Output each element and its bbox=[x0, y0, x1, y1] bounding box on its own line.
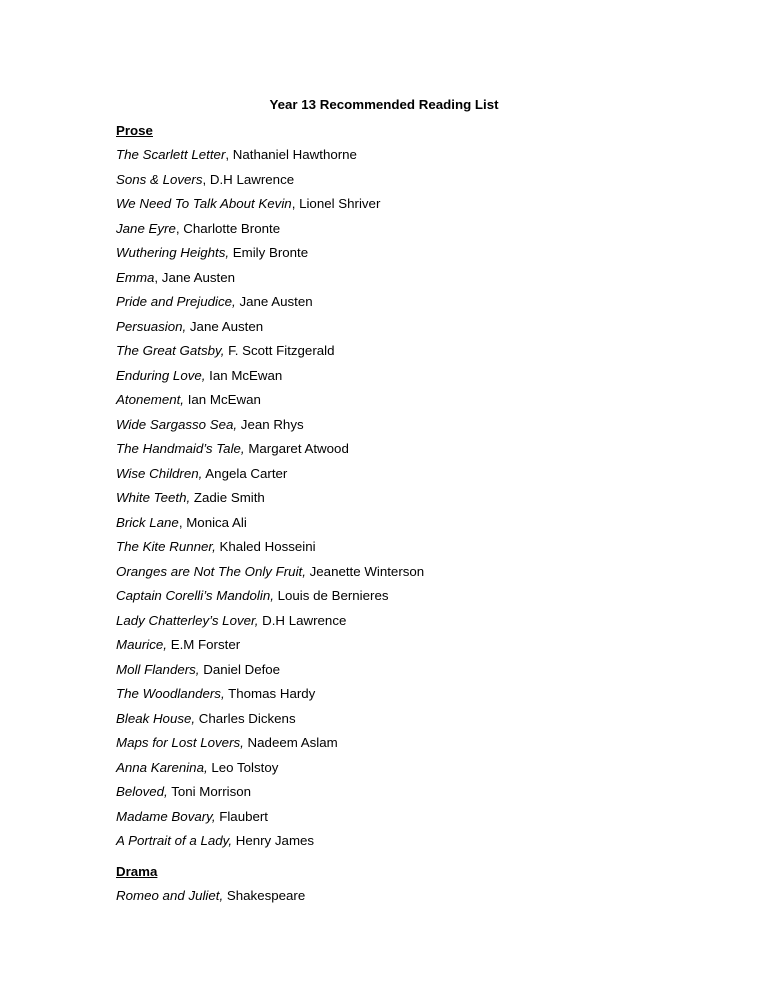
book-author: Jane Austen bbox=[186, 318, 264, 334]
book-author: Jean Rhys bbox=[237, 416, 304, 432]
drama-list bbox=[116, 887, 768, 912]
list-item bbox=[116, 514, 768, 539]
section-heading-prose: Prose bbox=[116, 123, 153, 138]
book-author: Khaled Hosseini bbox=[215, 539, 316, 554]
list-item bbox=[116, 367, 768, 392]
list-item bbox=[116, 710, 768, 735]
book-title: A Portrait of a Lady, bbox=[116, 833, 233, 848]
book-author: E.M Forster bbox=[167, 637, 241, 652]
book-title: Pride and Prejudice, bbox=[116, 294, 236, 309]
book-title: The Woodlanders, bbox=[116, 686, 225, 701]
book-author: Jeanette Winterson bbox=[305, 563, 425, 579]
document-title: Year 13 Recommended Reading List bbox=[269, 97, 499, 112]
book-author: Ian McEwan bbox=[205, 367, 283, 383]
book-author: Zadie Smith bbox=[190, 490, 265, 505]
book-author: Shakespeare bbox=[223, 887, 306, 903]
list-item bbox=[116, 832, 768, 857]
book-author: Henry James bbox=[232, 833, 315, 848]
book-title: Wuthering Heights, bbox=[116, 245, 230, 260]
list-item bbox=[116, 759, 768, 784]
list-item bbox=[116, 293, 768, 318]
book-author: Margaret Atwood bbox=[244, 441, 349, 456]
list-item bbox=[116, 734, 768, 759]
book-title: Emma bbox=[116, 269, 155, 285]
book-title: Maurice, bbox=[116, 637, 167, 652]
list-item bbox=[116, 244, 768, 269]
book-author: , Nathaniel Hawthorne bbox=[225, 147, 357, 162]
prose-list bbox=[116, 146, 768, 857]
section-heading-drama: Drama bbox=[116, 863, 158, 879]
list-item bbox=[116, 220, 768, 245]
list-item bbox=[116, 342, 768, 367]
list-item bbox=[116, 465, 768, 490]
book-author: Ian McEwan bbox=[184, 392, 261, 407]
book-author: , Charlotte Bronte bbox=[175, 220, 281, 236]
book-title: We Need To Talk About Kevin bbox=[116, 196, 292, 211]
book-author: , Jane Austen bbox=[154, 269, 236, 285]
book-title: The Kite Runner, bbox=[116, 539, 216, 554]
list-item bbox=[116, 416, 768, 441]
book-author: , D.H Lawrence bbox=[202, 171, 295, 187]
book-author: F. Scott Fitzgerald bbox=[224, 343, 335, 358]
list-item bbox=[116, 269, 768, 294]
book-author: D.H Lawrence bbox=[258, 612, 347, 628]
book-title: Oranges are Not The Only Fruit, bbox=[116, 563, 306, 579]
book-title: Captain Corelli’s Mandolin, bbox=[116, 588, 274, 603]
book-title: Persuasion, bbox=[116, 318, 187, 334]
list-item bbox=[116, 661, 768, 686]
list-item bbox=[116, 783, 768, 808]
book-title: The Handmaid’s Tale, bbox=[116, 441, 245, 456]
book-author: Angela Carter bbox=[202, 465, 288, 481]
book-author: , Monica Ali bbox=[178, 514, 247, 530]
book-title: Sons & Lovers bbox=[116, 171, 203, 187]
book-author: Emily Bronte bbox=[229, 245, 309, 260]
list-item bbox=[116, 318, 768, 343]
book-author: Charles Dickens bbox=[195, 710, 296, 726]
book-author: Flaubert bbox=[215, 808, 269, 824]
book-author: Daniel Defoe bbox=[199, 661, 281, 677]
book-title: Maps for Lost Lovers, bbox=[116, 735, 244, 750]
list-item bbox=[116, 587, 768, 612]
book-title: The Scarlett Letter bbox=[116, 147, 226, 162]
list-item bbox=[116, 685, 768, 710]
book-author: Jane Austen bbox=[235, 294, 313, 309]
book-title: Lady Chatterley’s Lover, bbox=[116, 612, 259, 628]
list-item bbox=[116, 391, 768, 416]
list-item bbox=[116, 440, 768, 465]
list-item bbox=[116, 563, 768, 588]
list-item bbox=[116, 808, 768, 833]
book-title: Wide Sargasso Sea, bbox=[116, 416, 238, 432]
list-item bbox=[116, 612, 768, 637]
book-title: Enduring Love, bbox=[116, 367, 206, 383]
list-item bbox=[116, 195, 768, 220]
book-title: Wise Children, bbox=[116, 465, 203, 481]
book-author: Leo Tolstoy bbox=[207, 759, 279, 775]
list-item bbox=[116, 171, 768, 196]
book-title: Anna Karenina, bbox=[116, 759, 208, 775]
book-author: , Lionel Shriver bbox=[291, 196, 381, 211]
book-title: Jane Eyre bbox=[116, 220, 176, 236]
list-item bbox=[116, 489, 768, 514]
list-item bbox=[116, 538, 768, 563]
book-author: Louis de Bernieres bbox=[273, 588, 389, 603]
book-title: Madame Bovary, bbox=[116, 808, 216, 824]
list-item bbox=[116, 146, 768, 171]
book-title: The Great Gatsby, bbox=[116, 343, 225, 358]
book-title: Beloved, bbox=[116, 784, 168, 799]
book-title: White Teeth, bbox=[116, 490, 191, 505]
book-title: Bleak House, bbox=[116, 710, 196, 726]
list-item bbox=[116, 636, 768, 661]
book-author: Nadeem Aslam bbox=[243, 735, 338, 750]
book-title: Moll Flanders, bbox=[116, 661, 200, 677]
book-title: Brick Lane bbox=[116, 514, 179, 530]
book-title: Atonement, bbox=[116, 392, 185, 407]
book-author: Toni Morrison bbox=[167, 784, 252, 799]
book-author: Thomas Hardy bbox=[224, 686, 316, 701]
list-item bbox=[116, 887, 768, 912]
book-title: Romeo and Juliet, bbox=[116, 887, 224, 903]
